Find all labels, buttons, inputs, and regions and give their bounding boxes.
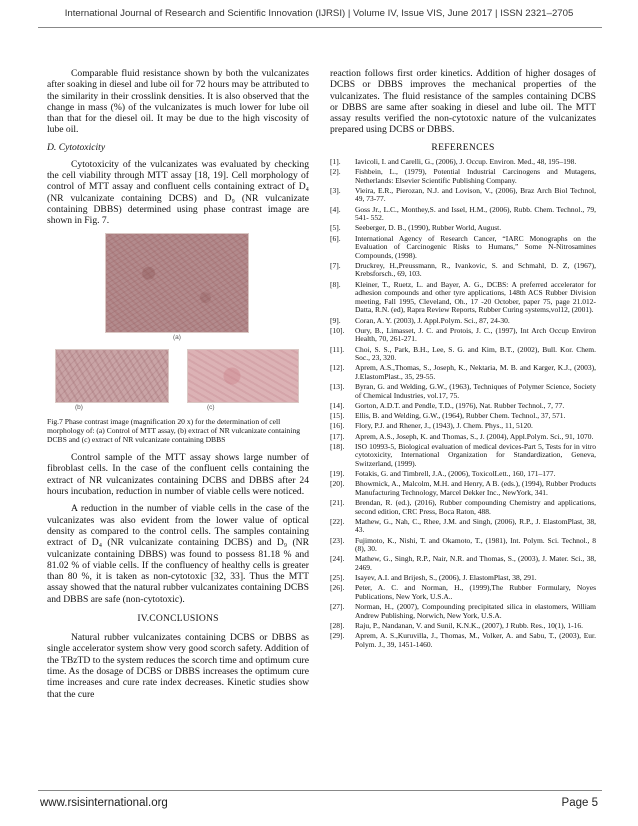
- reference-number: [10].: [330, 325, 345, 335]
- reference-text: Aprem, A.S.,Thomas, S., Joseph, K., Nektaria, M. B. and Karger, K.J., (2003), J.ElastomPlast., 35, 29-55.: [355, 363, 596, 381]
- reference-number: [14].: [330, 400, 345, 410]
- reference-text: Flory, P.J. and Rhener, J., (1943), J. Chem. Phys., 11, 5120.: [355, 421, 533, 431]
- reference-text: Mathew, G., Singh, R.P., Nair, N.R. and Thomas, S., (2003), J. Mater. Sci., 38, 2469.: [355, 554, 596, 572]
- reference-text: Choi, S. S., Park, B.H., Lee, S. G. and Kim, B.T., (2002), Bull. Kor. Chem. Soc., 23, 320.: [355, 344, 596, 363]
- reference-item: [330, 317, 596, 326]
- reference-item: [330, 262, 596, 279]
- reference-item: [330, 168, 596, 185]
- reference-text: Druckrey, H.,Preussmann, R., Ivankovic, S. and Schmahl, D. Z, (1967), Krebsforsch., 69, 103.: [355, 260, 596, 279]
- reference-number: [9].: [330, 315, 341, 325]
- reference-number: [13].: [330, 382, 345, 392]
- reference-number: [2].: [330, 166, 341, 176]
- reference-item: [330, 632, 596, 649]
- footer-website: www.rsisinternational.org: [40, 797, 168, 809]
- reference-number: [21].: [330, 498, 345, 508]
- reference-item: [330, 443, 596, 469]
- reference-text: Fujimoto, K., Nishi, T. and Okamoto, T., (1981), Int. Polym. Sci. Technol., 8 (8), 30.: [355, 535, 596, 554]
- header-divider: [38, 27, 602, 28]
- left-column: [47, 68, 309, 706]
- reference-item: [330, 402, 596, 411]
- reference-text: Ellis, B. and Welding, G.W., (1964), Rubber Chem. Technol., 37, 571.: [355, 411, 566, 421]
- figure-label-c: (c): [207, 403, 215, 411]
- reference-number: [20].: [330, 479, 345, 489]
- reference-item: [330, 422, 596, 431]
- reference-text: Oury, B., Limasset, J. C. and Protois, J. C., (1997), Int Arch Occup Environ Health, 70, 261-271.: [355, 325, 596, 344]
- reference-item: [330, 235, 596, 261]
- micrograph-dbbs: [187, 349, 299, 403]
- reference-text: Fishbein, L., (1979), Potential Industrial Carcinogens and Mutagens, Netherlands: Elsevier Scientific Publishing Company.: [355, 166, 596, 185]
- reference-number: [3].: [330, 185, 341, 195]
- paragraph-conclusions: Natural rubber vulcanizates containing DCBS or DBBS as single accelerator system show very good scorch safety. Addition of the TBzTD to the system reduces the scorch time and optimum cure time. As the dosage of DCBS or DBBS increases the optimum cure time increases and cure rate index decreases. Kinetic studies show that the cure: [47, 632, 309, 700]
- reference-text: Norman, H., (2007), Compounding precipitated silica in elastomers, William Andrew Publishing, Norwich, New York, U.S.A.: [355, 602, 596, 620]
- reference-text: Aprem, A.S., Joseph, K. and Thomas, S., J. (2004), Appl.Polym. Sci., 91, 1070.: [355, 431, 594, 441]
- reference-text: Aprem, A. S.,Kuruvilla, J., Thomas, M., Volker, A. and Sabu, T., (2003), Eur. Polym. J., 39, 1451-1460.: [355, 631, 596, 649]
- reference-item: [330, 412, 596, 421]
- right-column: [330, 68, 596, 651]
- paragraph-viable-cells: A reduction in the number of viable cells in the case of the vulcanizates was also evident from the lower value of optical density as compared to the control cells. The samples containing extract of D₄ (NR vulcanizate containing DCBS) and D₉ (NR vulcanizate containing DBBS) was found to possess 81.18 % and 81.02 % of viable cells. If the confluency of healthy cells is greater than 80 %, it is taken as non-cytotoxic [32, 33]. Thus the MTT assay showed that the natural rubber vulcanizates containing DCBS and DBBS are safe (non-cytotoxic).: [47, 503, 309, 605]
- references-list: [330, 158, 596, 650]
- subsection-heading-cytotoxicity: D. Cytotoxicity: [47, 141, 106, 153]
- reference-item: [330, 537, 596, 554]
- reference-number: [7].: [330, 260, 341, 270]
- reference-item: [330, 281, 596, 315]
- reference-text: Vieira, E.R., Pierozan, N.J. and Lovison, V., (2006), Braz Arch Biol Technol, 49, 73-77.: [355, 185, 596, 204]
- paragraph-cytotoxicity-intro: Cytotoxicity of the vulcanizates was evaluated by checking the cell viability through MTT assay [18, 19]. Cell morphology of control of MTT assay and confluent cells containing extract of D₄ (NR vulcanizate containing DCBS) and D₉ (NR vulcanizate containing DBBS) determined using phase contrast image are shown in Fig. 7.: [47, 158, 309, 227]
- reference-item: [330, 518, 596, 535]
- reference-number: [23].: [330, 535, 345, 545]
- footer-page-number: Page 5: [561, 797, 598, 809]
- reference-text: Seeberger, D. B., (1990), Rubber World, August.: [355, 223, 502, 233]
- reference-number: [24].: [330, 554, 345, 564]
- reference-item: [330, 499, 596, 516]
- reference-item: [330, 433, 596, 442]
- figure-label-a: (a): [173, 333, 181, 341]
- reference-number: [26].: [330, 583, 345, 593]
- reference-text: Gorton, A.D.T. and Pendle, T.D., (1976), Nat. Rubber Technol., 7, 77.: [355, 400, 565, 410]
- reference-number: [16].: [330, 421, 345, 431]
- figure-caption: Fig.7 Phase contrast image (magnification 20 x) for the determination of cell morphology of: (a) Control of MTT assay, (b) extract of NR vulcanizate containing DCBS and (c) extract of NR vulcanizate containing DBBS: [47, 416, 301, 444]
- reference-text: Goss Jr., L.C., Monthey,S. and Issel, H.M., (2006), Rubb. Chem. Technol., 79, 541- 552.: [355, 204, 596, 223]
- reference-number: [12].: [330, 363, 345, 373]
- reference-item: [330, 206, 596, 223]
- reference-text: Byran, G. and Welding, G.W., (1963), Techniques of Polymer Science, Society of Chemical Industries, vol.17, 75.: [355, 382, 596, 400]
- reference-text: Iavicoli, I. and Carelli, G., (2006), J. Occup. Environ. Med., 48, 195–198.: [355, 156, 577, 166]
- journal-header: International Journal of Research and Scientific Innovation (IJRSI) | Volume IV, Issue VIS, June 2017 | ISSN 2321–2705: [64, 8, 574, 19]
- reference-text: ISO 10993-5, Biological evaluation of medical devices-Part 5, Tests for in vitro cytotoxicity, International Organization for Standardization, Geneva, Switzerland, (1999).: [355, 441, 596, 468]
- reference-number: [6].: [330, 233, 341, 243]
- reference-text: Raju, P., Nandanan, V. and Sunil, K.N.K., (2007), J Rubb. Res., 10(1), 1-16.: [355, 620, 584, 630]
- reference-number: [29].: [330, 631, 345, 641]
- reference-number: [15].: [330, 411, 345, 421]
- reference-number: [11].: [330, 344, 345, 354]
- micrograph-dcbs: [55, 349, 169, 403]
- paragraph-fluid-resistance: Comparable fluid resistance shown by both the vulcanizates after soaking in diesel and lube oil for 72 hours may be attributed to the similarity in their crosslink densities. It is also observed that the change in mass (%) of the vulcanizates is much lower for lube oil than that for the diesel oil. It may be due to the high viscosity of lube oil.: [47, 68, 309, 136]
- references-heading: REFERENCES: [431, 141, 495, 153]
- reference-item: [330, 622, 596, 631]
- reference-text: Coran, A. Y. (2003), J. Appl.Polym. Sci., 87, 24-30.: [355, 315, 510, 325]
- figure-7: [47, 233, 309, 411]
- reference-item: [330, 346, 596, 363]
- reference-item: [330, 470, 596, 479]
- reference-item: [330, 364, 596, 381]
- reference-text: Fotakis, G. and Timbrell, J.A., (2006), ToxicolLett., 160, 171–177.: [355, 469, 556, 479]
- paragraph-conclusions-cont: reaction follows first order kinetics. Addition of higher dosages of DCBS or DBBS improves the mechanical properties of the vulcanizates. The fluid resistance of the samples containing DCBS or DBBS are same after soaking in diesel and lube oil. The MTT assay results verified the non-cytotoxic nature of the vulcanizates prepared using DCBS or DBBS.: [330, 68, 596, 136]
- reference-item: [330, 480, 596, 497]
- reference-item: [330, 574, 596, 583]
- footer-divider: [38, 790, 602, 791]
- section-heading-conclusions: IV.CONCLUSIONS: [137, 613, 219, 625]
- reference-text: Peter, A. C. and Norman, H., (1999),The Rubber Formulary, Noyes Publications, New York, U.S.A..: [355, 583, 596, 601]
- reference-text: International Agency of Research Cancer, “IARC Monographs on the Evaluation of Carcinogenic Risks to Humans,” Some N-Nitrosamines Compounds, (1998).: [355, 233, 596, 260]
- reference-number: [18].: [330, 441, 345, 451]
- reference-number: [19].: [330, 469, 345, 479]
- reference-item: [330, 603, 596, 620]
- reference-item: [330, 327, 596, 344]
- reference-item: [330, 584, 596, 601]
- reference-text: Kleiner, T., Ruetz, L. and Bayer, A. G., DCBS: A preferred accelerator for adhesion compounds and other tyre applications, 148th ACS Rubber Division meeting, Fall 1995, Cleveland, Oh., 17 -20 October, paper 75, page 21.012- Datta, R.N. (ed), Rapra Review Reports, Rubber Curing systems,vol12, (2001).: [355, 279, 596, 315]
- reference-text: Bhowmick, A., Malcolm, M.H. and Henry, A B. (eds.), (1994), Rubber Products Manufacturing Technology, Marcel Dekker Inc., NewYork, 341.: [355, 479, 596, 497]
- reference-text: Isayev, A.I. and Brijesh, S., (2006), J. ElastomPlast, 38, 291.: [355, 573, 537, 583]
- reference-item: [330, 383, 596, 400]
- reference-number: [28].: [330, 620, 345, 630]
- reference-number: [25].: [330, 573, 345, 583]
- reference-number: [27].: [330, 602, 345, 612]
- reference-text: Mathew, G., Nah, C., Rhee, J.M. and Singh, (2006), R.P., J. ElastomPlast, 38, 43.: [355, 516, 596, 535]
- paragraph-control-sample: Control sample of the MTT assay shows large number of fibroblast cells. In the case of the confluent cells containing the extract of NR vulcanizates containing DCBS and DBBS after 24 hours incubation, reduction in number of viable cells were noticed.: [47, 452, 309, 498]
- micrograph-control: [105, 233, 249, 333]
- reference-number: [22].: [330, 516, 345, 526]
- reference-item: [330, 158, 596, 167]
- reference-item: [330, 224, 596, 233]
- reference-number: [1].: [330, 156, 341, 166]
- reference-number: [5].: [330, 223, 341, 233]
- figure-label-b: (b): [75, 403, 83, 411]
- reference-number: [17].: [330, 431, 345, 441]
- reference-number: [4].: [330, 204, 341, 214]
- reference-item: [330, 187, 596, 204]
- reference-item: [330, 555, 596, 572]
- reference-number: [8].: [330, 279, 341, 289]
- reference-text: Brendan, R. (ed.), (2016), Rubber compounding Chemistry and applications, second edition, CRC Press, Boca Raton, 488.: [355, 498, 596, 516]
